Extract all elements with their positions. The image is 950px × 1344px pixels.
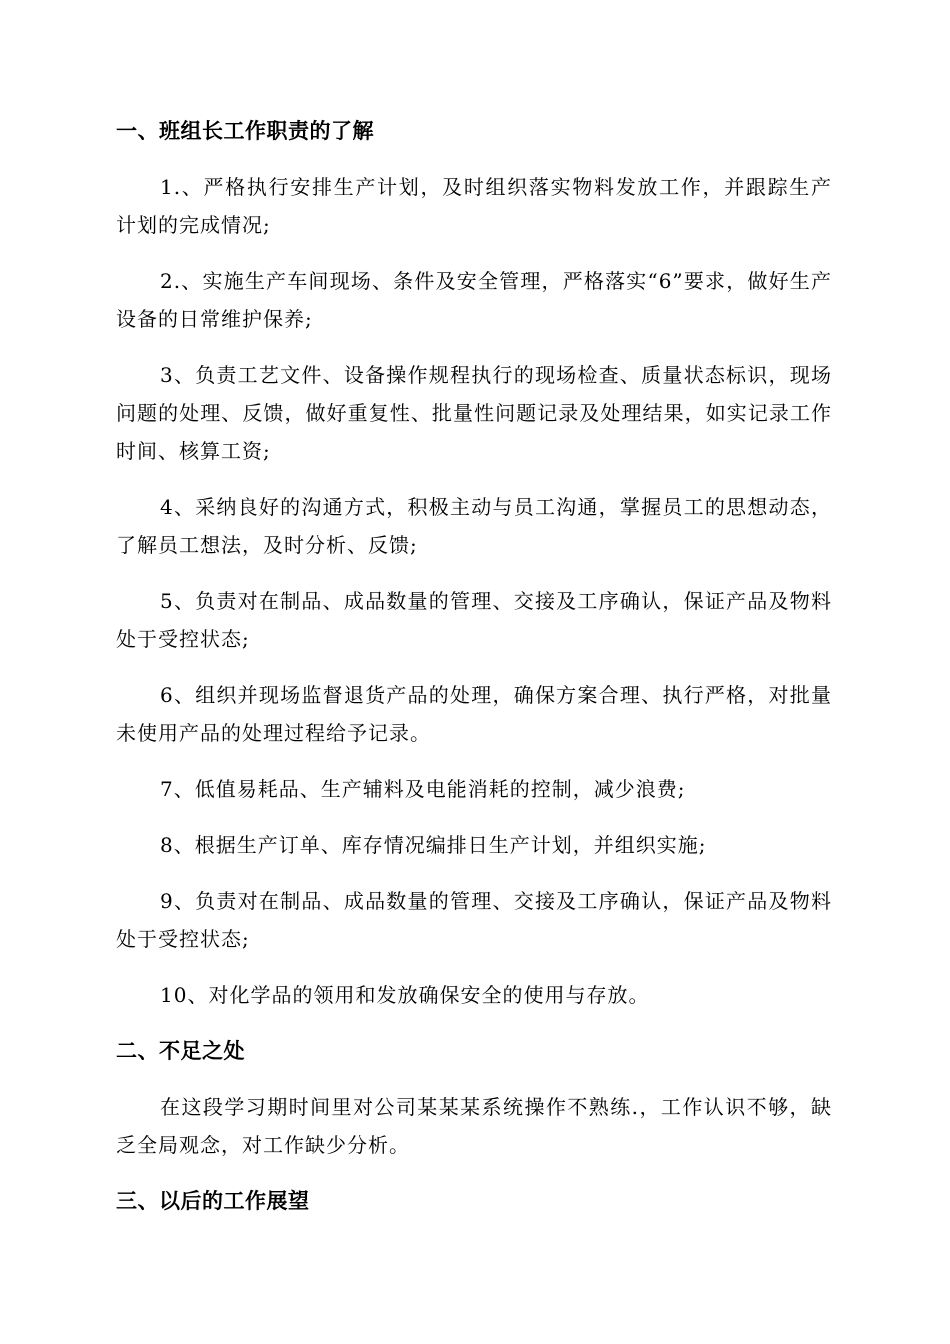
shortcomings-paragraph: 在这段学习期时间里对公司某某某系统操作不熟练.，工作认识不够，缺乏全局观念，对工作缺少分析。 <box>116 1095 832 1157</box>
duty-item-10: 10、对化学品的领用和发放确保安全的使用与存放。 <box>160 983 650 1007</box>
section-heading-shortcomings: 二、不足之处 <box>116 1039 245 1063</box>
duty-item-5: 5、负责对在制品、成品数量的管理、交接及工序确认，保证产品及物料处于受控状态; <box>116 589 832 651</box>
duty-item-6: 6、组织并现场监督退货产品的处理，确保方案合理、执行严格，对批量未使用产品的处理过程给予记录。 <box>116 683 832 745</box>
duty-item-2: 2.、实施生产车间现场、条件及安全管理，严格落实“6”要求，做好生产设备的日常维护保养; <box>116 269 832 331</box>
duty-item-7: 7、低值易耗品、生产辅料及电能消耗的控制，减少浪费; <box>160 777 686 801</box>
document-body <box>116 112 832 1220</box>
duty-item-1: 1.、严格执行安排生产计划，及时组织落实物料发放工作，并跟踪生产计划的完成情况; <box>116 175 832 237</box>
duty-item-3: 3、负责工艺文件、设备操作规程执行的现场检查、质量状态标识，现场问题的处理、反馈，做好重复性、批量性问题记录及处理结果，如实记录工作时间、核算工资; <box>116 363 832 463</box>
section-heading-duties: 一、班组长工作职责的了解 <box>116 119 374 143</box>
section-heading-outlook: 三、以后的工作展望 <box>116 1189 310 1213</box>
duty-item-9: 9、负责对在制品、成品数量的管理、交接及工序确认，保证产品及物料处于受控状态; <box>116 889 832 951</box>
duty-item-8: 8、根据生产订单、库存情况编排日生产计划，并组织实施; <box>160 833 707 857</box>
duty-item-4: 4、采纳良好的沟通方式，积极主动与员工沟通，掌握员工的思想动态，了解员工想法，及时分析、反馈; <box>116 495 832 557</box>
